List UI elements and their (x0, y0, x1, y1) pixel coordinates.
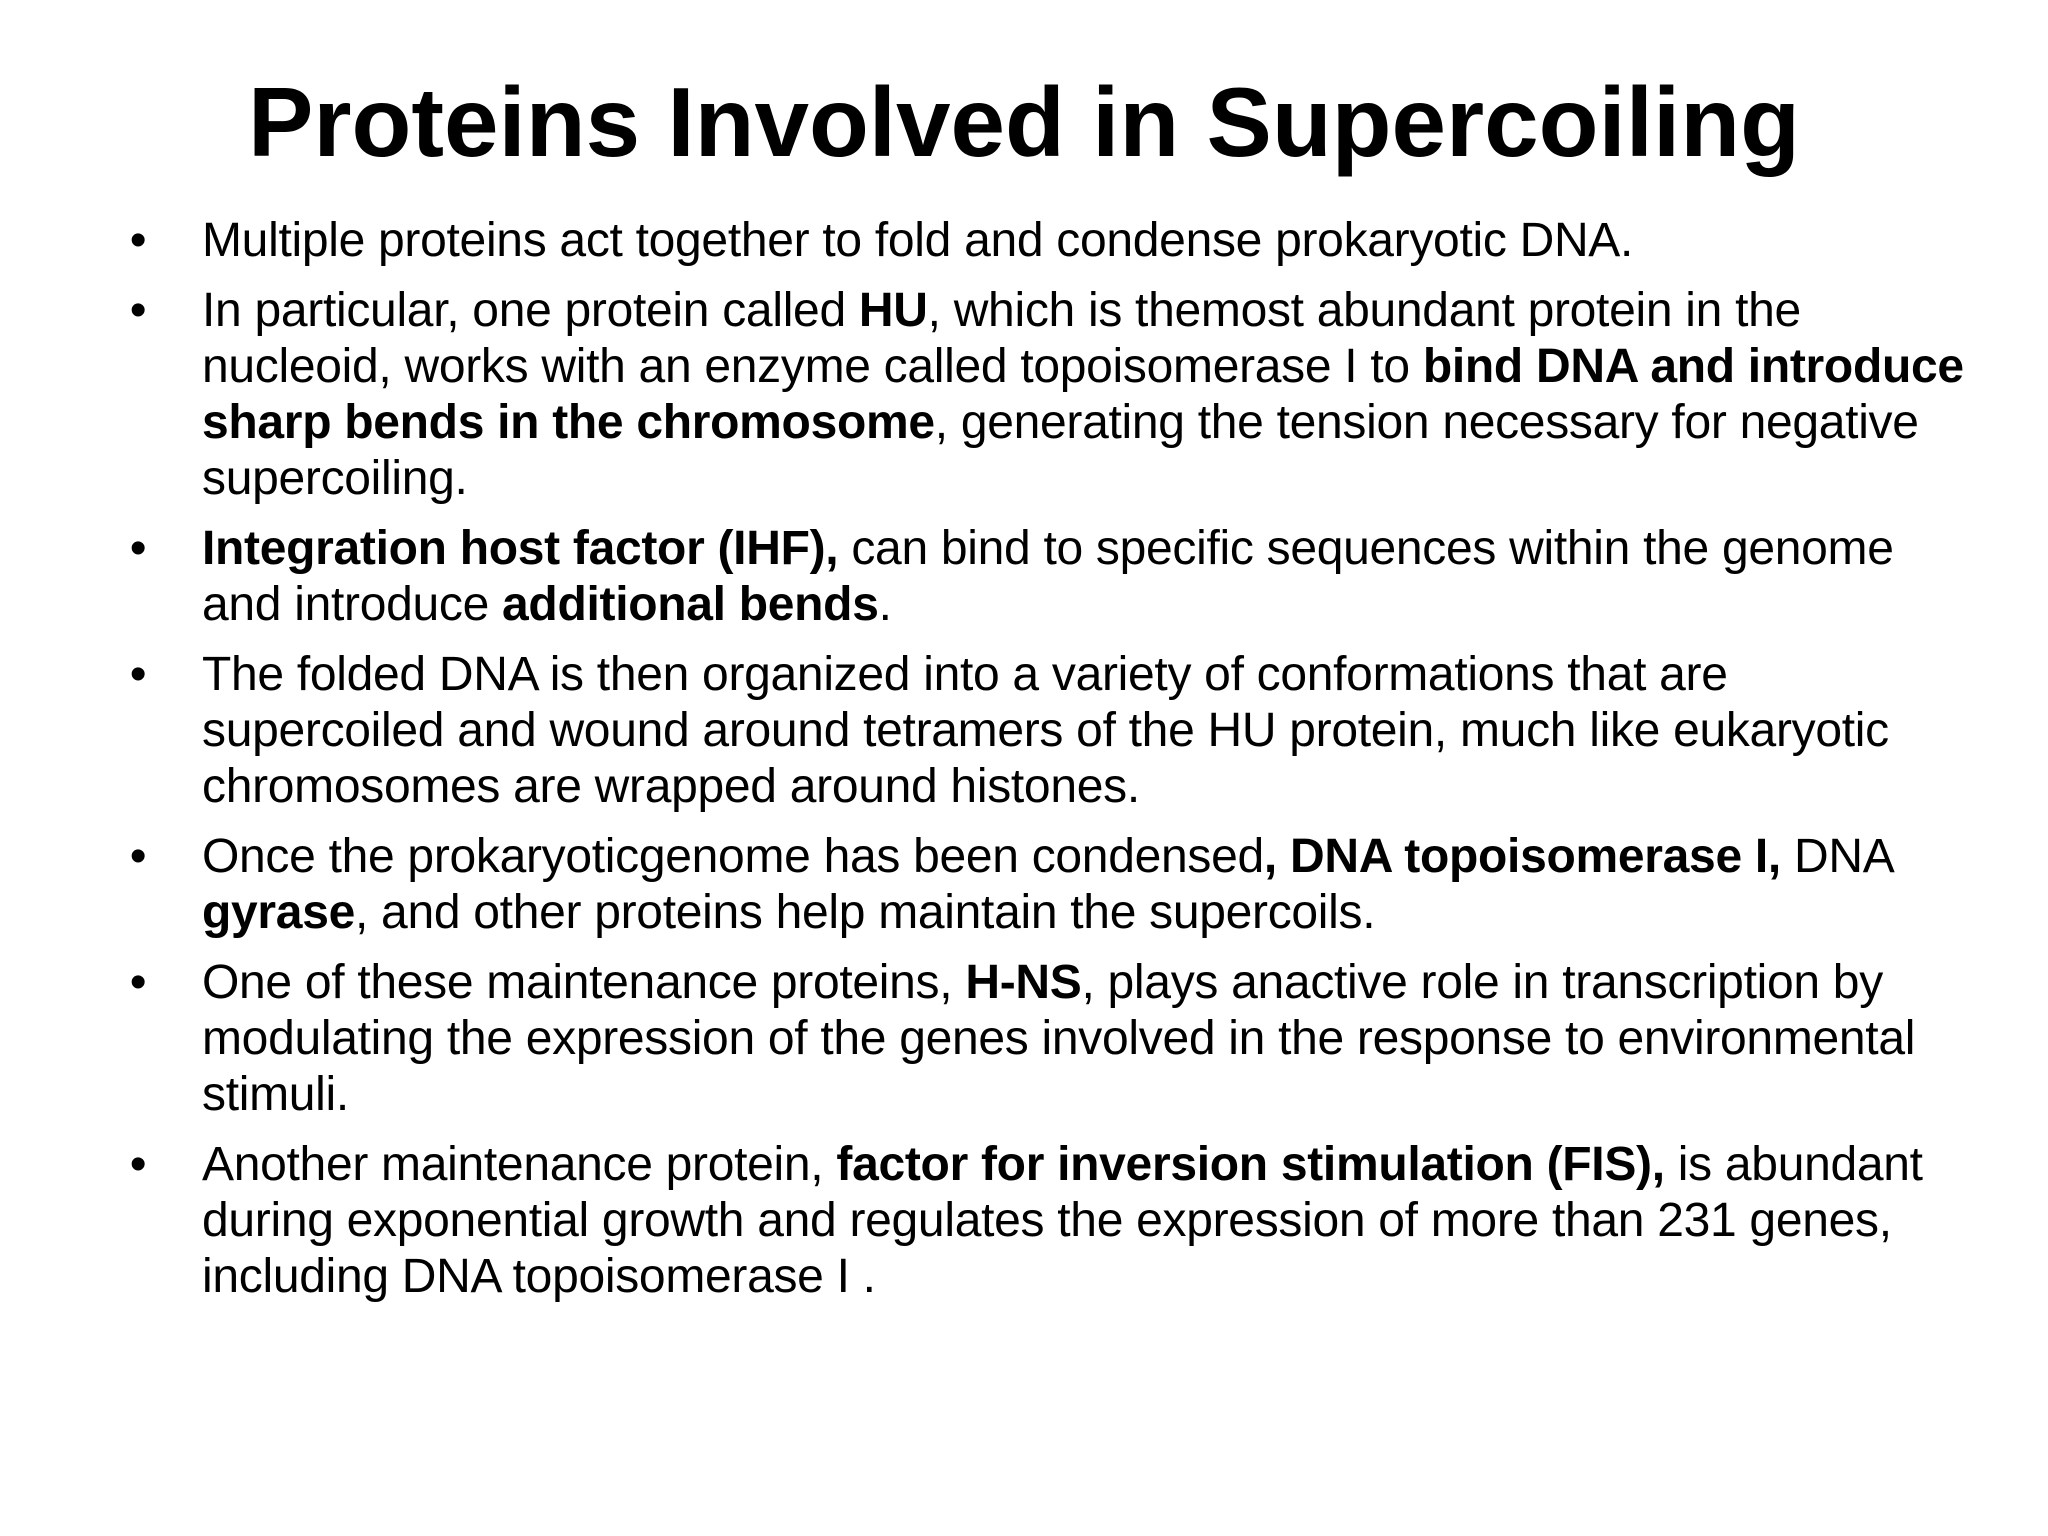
bullet-item (118, 213, 1968, 269)
bullet-marker: • (129, 284, 147, 337)
bullet-text: Multiple proteins act together to fold and condense prokaryotic DNA. (202, 214, 1634, 267)
bullet-text: The folded DNA is then organized into a variety of conformations that are supercoiled and wound around tetramers of the HU protein, much like eukaryotic chromosomes are wrapped around histones. (202, 648, 1889, 813)
bullet-item (118, 829, 1968, 941)
bullet-item (118, 521, 1968, 633)
bullet-text: Another maintenance protein, (202, 1138, 837, 1191)
bullet-text-bold: additional bends (502, 578, 879, 631)
bullet-text: Once the prokaryoticgenome has been condensed (202, 830, 1264, 883)
bullet-marker: • (129, 830, 147, 883)
bullet-text-bold: bind DNA and introduce sharp bends in the chromosome (202, 340, 1964, 449)
bullet-text: , and other proteins help maintain the supercoils. (354, 886, 1376, 939)
bullet-text: , plays anactive role in transcription by modulating the expression of the genes involved in the response to environmental stimuli. (202, 956, 1916, 1121)
bullet-marker: • (129, 214, 147, 267)
bullet-text: , generating the tension necessary for negative supercoiling. (202, 396, 1919, 505)
bullet-marker: • (129, 522, 147, 575)
bullet-text: is abundant during exponential growth and regulates the expression of more than 231 genes, including DNA topoisomerase I . (202, 1138, 1923, 1303)
bullet-item (118, 283, 1968, 507)
bullet-text: DNA (1780, 830, 1892, 883)
bullet-text-bold: gyrase (202, 886, 355, 939)
bullet-item (118, 955, 1968, 1123)
bullet-marker: • (129, 956, 147, 1009)
bullet-text-bold: Integration host factor (IHF), (202, 522, 839, 575)
bullet-marker: • (129, 1138, 147, 1191)
bullet-marker: • (129, 648, 147, 701)
bullet-list (118, 213, 1968, 1319)
bullet-text-bold: H-NS (965, 956, 1082, 1009)
bullet-text-bold: factor for inversion stimulation (FIS), (836, 1138, 1665, 1191)
bullet-item (118, 647, 1968, 815)
bullet-text: can bind to specific sequences within the genome and introduce (202, 522, 1894, 631)
bullet-text-bold: HU (858, 284, 928, 337)
bullet-text: , which is themost abundant protein in the nucleoid, works with an enzyme called topoisomerase I to (202, 284, 1801, 393)
bullet-text-bold: , DNA topoisomerase I, (1263, 830, 1781, 883)
bullet-text: In particular, one protein called (202, 284, 859, 337)
bullet-text: . (878, 578, 892, 631)
bullet-item (118, 1137, 1968, 1305)
slide-title: Proteins Involved in Supercoiling (248, 67, 1800, 177)
bullet-text: One of these maintenance proteins, (202, 956, 966, 1009)
